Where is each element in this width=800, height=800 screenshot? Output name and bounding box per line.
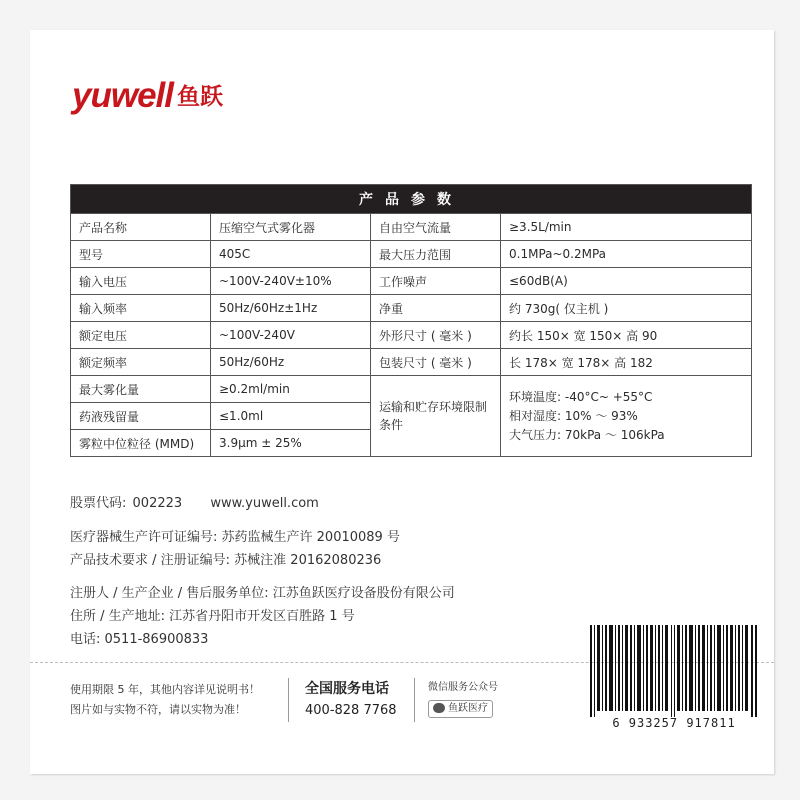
table-cell: 工作噪声 [371, 268, 501, 295]
packaging-panel [30, 30, 774, 774]
license-label: 医疗器械生产许可证编号: [70, 530, 218, 545]
env-label-cell: 运输和贮存环境限制条件 [371, 376, 501, 457]
table-cell: 输入电压 [71, 268, 211, 295]
table-cell: 型号 [71, 241, 211, 268]
validity-note: 使用期限 5 年，其他内容详见说明书！ [70, 683, 260, 696]
registration-value: 苏械注准 20162080236 [234, 553, 382, 568]
registration-label: 产品技术要求 / 注册证编号: [70, 553, 231, 568]
table-cell: 约长 150× 宽 150× 高 90 [501, 322, 752, 349]
logo-text-en: yuwell [72, 76, 173, 115]
env-line-temperature: 环境温度: -40°C~ +55°C [509, 389, 653, 404]
spec-table [70, 184, 752, 457]
barcode [590, 625, 758, 717]
stock-code: 002223 [132, 496, 183, 511]
table-cell: ≥0.2ml/min [211, 376, 371, 403]
table-cell: 最大压力范围 [371, 241, 501, 268]
license-line [70, 526, 400, 545]
registrant-line: 注册人 / 生产企业 / 售后服务单位: 江苏鱼跃医疗设备股份有限公司 [70, 586, 455, 601]
table-row [71, 268, 752, 295]
table-cell: 包装尺寸 ( 毫米 ) [371, 349, 501, 376]
table-cell: ≥3.5L/min [501, 214, 752, 241]
footer-notes [70, 680, 260, 720]
table-cell: 外形尺寸 ( 毫米 ) [371, 322, 501, 349]
table-row [71, 295, 752, 322]
wechat-account-name: 鱼跃医疗 [448, 703, 488, 714]
table-cell: 约 730g( 仅主机 ) [501, 295, 752, 322]
website: www.yuwell.com [210, 496, 319, 511]
table-row [71, 241, 752, 268]
address-line: 住所 / 生产地址: 江苏省丹阳市开发区百胜路 1 号 [70, 609, 355, 624]
table-cell: ~100V-240V±10% [211, 268, 371, 295]
table-cell: 药液残留量 [71, 403, 211, 430]
env-values-cell [501, 376, 752, 457]
yuwell-logo [72, 76, 223, 116]
table-cell: 产品名称 [71, 214, 211, 241]
service-number: 400-828 7768 [305, 703, 397, 718]
env-line-pressure: 大气压力: 70kPa ～ 106kPa [509, 427, 665, 442]
stock-label: 股票代码: [70, 496, 127, 511]
disclaimer-note: 图片如与实物不符，请以实物为准！ [70, 703, 246, 716]
table-cell: 50Hz/60Hz±1Hz [211, 295, 371, 322]
table-cell: ≤1.0ml [211, 403, 371, 430]
table-cell: 雾粒中位粒径 (MMD) [71, 430, 211, 457]
wechat-icon [433, 703, 445, 713]
env-line-humidity: 相对湿度: 10% ～ 93% [509, 408, 638, 423]
table-cell: 50Hz/60Hz [211, 349, 371, 376]
barcode-number: 6 933257 917811 [612, 716, 736, 730]
table-cell: ~100V-240V [211, 322, 371, 349]
spec-table-title: 产品参数 [71, 185, 752, 214]
license-value: 苏药监械生产许 20010089 号 [221, 530, 400, 545]
wechat-title: 微信服务公众号 [428, 682, 498, 693]
table-cell: 0.1MPa~0.2MPa [501, 241, 752, 268]
footer-separator [288, 678, 289, 722]
registration-line [70, 549, 381, 568]
footer-separator [414, 678, 415, 722]
table-row [71, 376, 752, 403]
wechat-block [428, 678, 498, 719]
table-row [71, 322, 752, 349]
table-cell: ≤60dB(A) [501, 268, 752, 295]
logo-text-cn: 鱼跃 [176, 83, 223, 109]
table-cell: 净重 [371, 295, 501, 322]
table-cell: 额定电压 [71, 322, 211, 349]
table-cell: 最大雾化量 [71, 376, 211, 403]
table-cell: 额定频率 [71, 349, 211, 376]
table-cell: 压缩空气式雾化器 [211, 214, 371, 241]
service-title: 全国服务电话 [305, 681, 389, 697]
wechat-account-badge [428, 700, 493, 718]
table-cell: 3.9μm ± 25% [211, 430, 371, 457]
table-cell: 405C [211, 241, 371, 268]
phone-line: 电话: 0511-86900833 [70, 632, 209, 647]
stock-line [70, 492, 319, 511]
table-row [71, 349, 752, 376]
table-cell: 输入频率 [71, 295, 211, 322]
table-cell: 自由空气流量 [371, 214, 501, 241]
service-hotline [305, 678, 397, 722]
table-row [71, 214, 752, 241]
table-cell: 长 178× 宽 178× 高 182 [501, 349, 752, 376]
